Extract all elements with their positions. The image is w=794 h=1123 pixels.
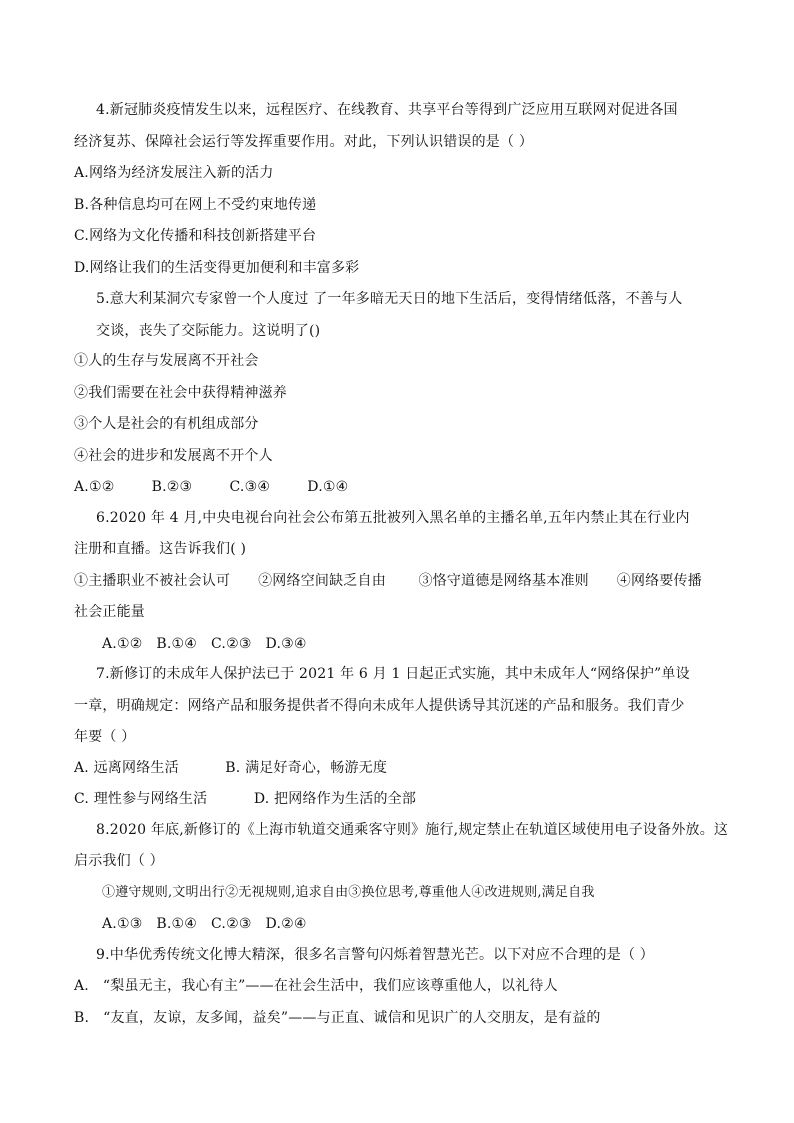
q5-stem-line-2: 交谈，丧失了交际能力。这说明了()	[96, 323, 321, 339]
q5-choices: A.①② B.②③ C.③④ D.①④	[74, 479, 349, 495]
q6-statements-line-1: ①主播职业不被社会认可 ②网络空间缺乏自由 ③恪守道德是网络基本准则 ④网络要传播	[74, 573, 702, 589]
q4-option-c: C.网络为文化传播和科技创新搭建平台	[74, 228, 317, 244]
q6-statements-line-2: 社会正能量	[74, 604, 145, 620]
q7-stem-line-3: 年要（ ）	[74, 729, 136, 745]
q7-stem-line-2: 一章，明确规定：网络产品和服务提供者不得向未成年人提供诱导其沉迷的产品和服务。我们青少	[74, 698, 685, 714]
q5-statement-4: ④社会的进步和发展离不开个人	[74, 448, 273, 464]
q9-option-b: B. “友直，友谅，友多闻，益矣”——与正直、诚信和见识广的人交朋友，是有益的	[74, 1010, 601, 1026]
q6-stem-line-2: 注册和直播。这告诉我们( )	[74, 541, 247, 557]
q4-stem-line-2: 经济复苏、保障社会运行等发挥重要作用。对此，下列认识错误的是（ ）	[74, 134, 534, 150]
q4-option-a: A.网络为经济发展注入新的活力	[74, 165, 274, 181]
q5-statement-3: ③个人是社会的有机组成部分	[74, 416, 259, 432]
q6-choices: A.①② B.①④ C.②③ D.③④	[102, 636, 307, 652]
q5-statement-1: ①人的生存与发展离不开社会	[74, 353, 259, 369]
q4-option-b: B.各种信息均可在网上不受约束地传递	[74, 197, 317, 213]
q8-stem-line-1: 8.2020 年底,新修订的《上海市轨道交通乘客守则》施行,规定禁止在轨道区域使用电子设备外放。这	[96, 822, 729, 838]
q5-statement-2: ②我们需要在社会中获得精神滋养	[74, 385, 287, 401]
q4-option-d: D.网络让我们的生活变得更加便利和丰富多彩	[74, 260, 360, 276]
q4-stem-line-1: 4.新冠肺炎疫情发生以来，远程医疗、在线教育、共享平台等得到广泛应用互联网对促进各国	[96, 102, 678, 118]
q8-choices: A.①③ B.①④ C.②③ D.②④	[102, 916, 307, 932]
q8-statements: ①遵守规则,文明出行②无视规则,追求自由③换位思考,尊重他人④改进规则,满足自我	[102, 885, 595, 900]
q6-stem-line-1: 6.2020 年 4 月,中央电视台向社会公布第五批被列入黑名单的主播名单,五年内禁止其在行业内	[96, 510, 690, 526]
q9-option-a: A. “梨虽无主，我心有主”——在社会生活中，我们应该尊重他人，以礼待人	[74, 978, 558, 994]
q5-stem-line-1: 5.意大利某洞穴专家曾一个人度过 了一年多暗无天日的地下生活后，变得情绪低落，不善与人	[96, 291, 683, 307]
q9-stem-line-1: 9.中华优秀传统文化博大精深，很多名言警句闪烁着智慧光芒。以下对应不合理的是（ ）	[96, 947, 655, 963]
q7-stem-line-1: 7.新修订的未成年人保护法已于 2021 年 6 月 1 日起正式实施，其中未成年人“网络保护”单设	[96, 666, 690, 682]
q7-options-line-2: C. 理性参与网络生活 D. 把网络作为生活的全部	[74, 791, 417, 807]
q7-options-line-1: A. 远离网络生活 B. 满足好奇心，畅游无度	[74, 760, 388, 776]
q8-stem-line-2: 启示我们（ ）	[74, 853, 164, 869]
